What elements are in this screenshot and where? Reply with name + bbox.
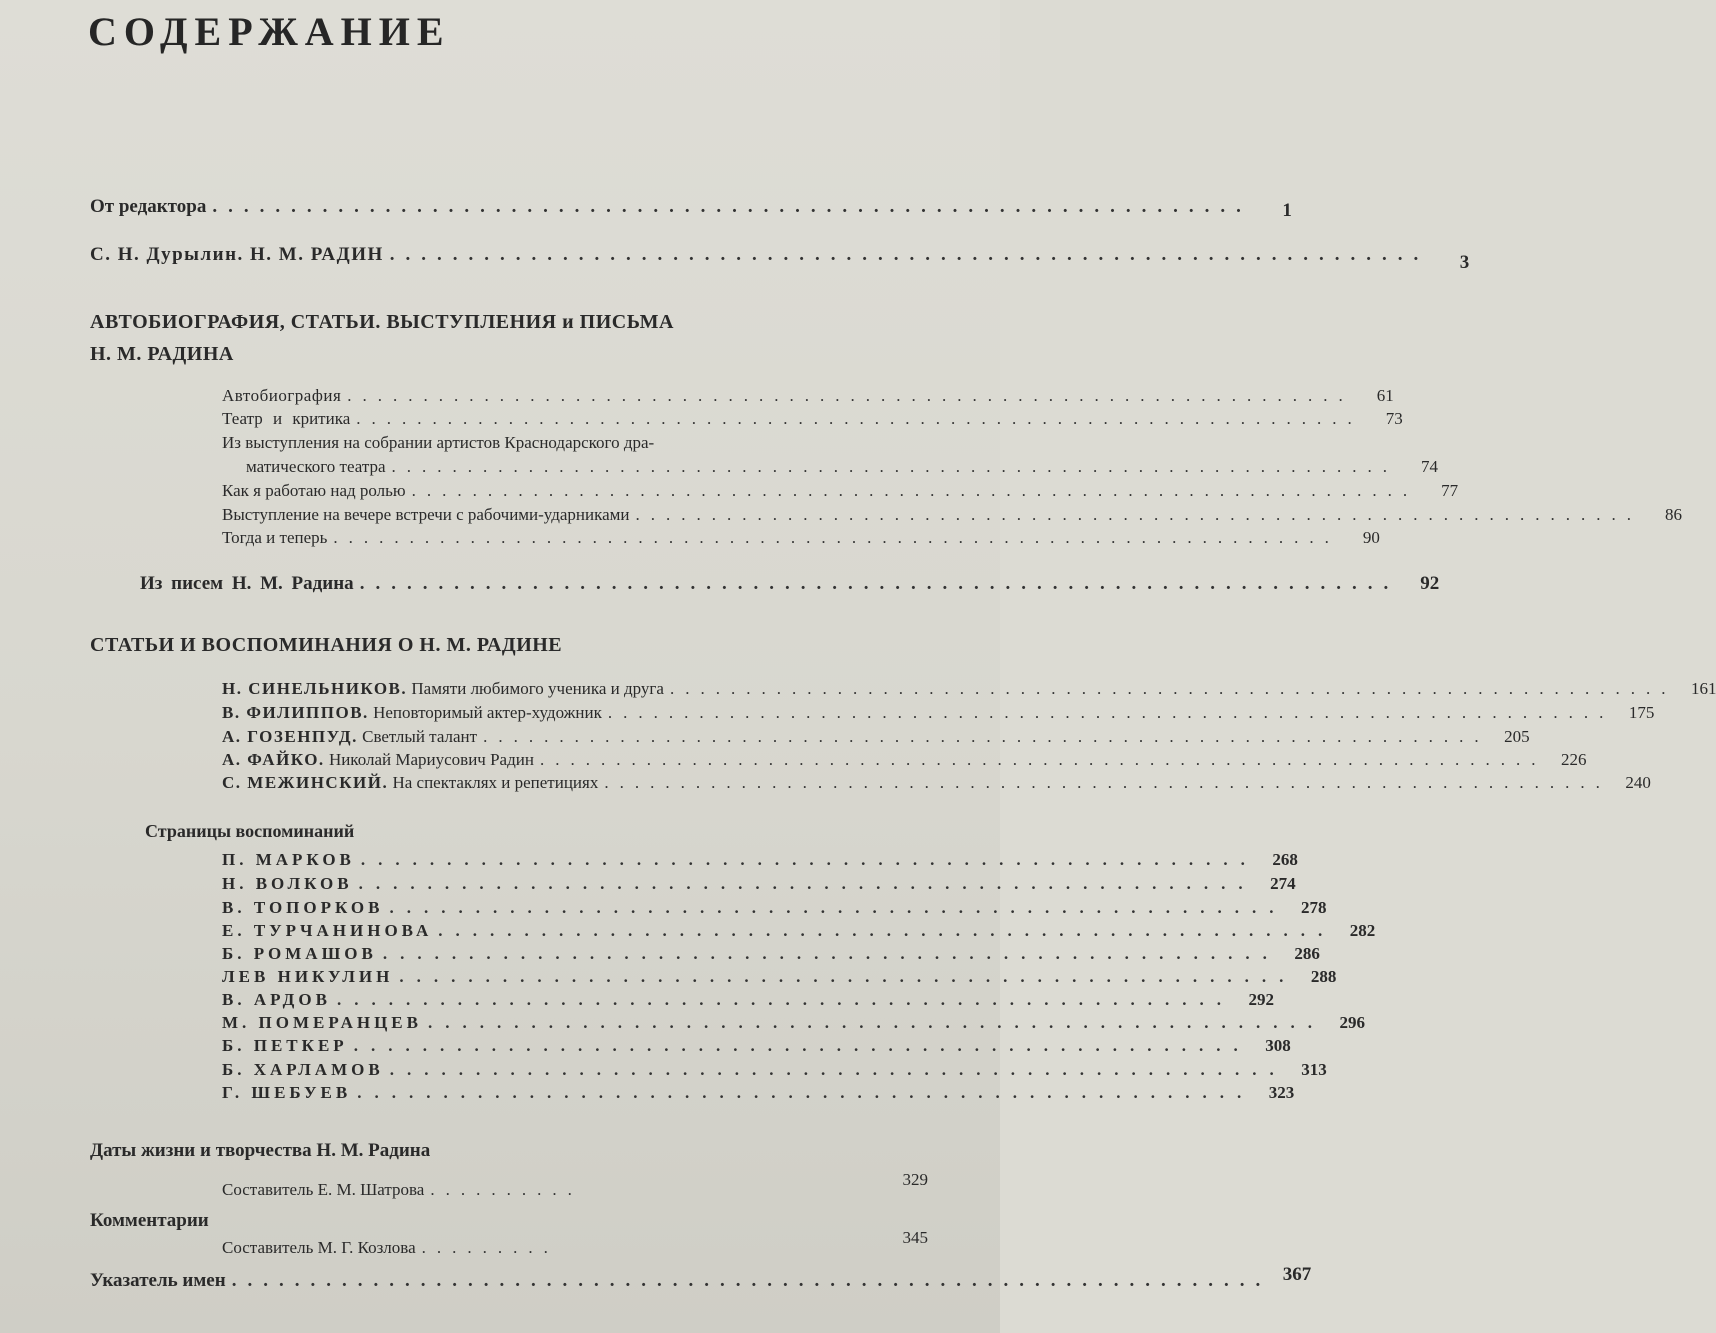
leader-dots: .................................................... bbox=[428, 1013, 1325, 1032]
page-title: СОДЕРЖАНИЕ bbox=[88, 9, 451, 54]
entry-text: Н. ВОЛКОВ bbox=[222, 874, 353, 893]
leader-dots: .................................................... bbox=[336, 990, 1234, 1009]
entry-author: С. МЕЖИНСКИЙ. bbox=[222, 773, 389, 792]
entry-author: В. ФИЛИППОВ. bbox=[222, 703, 369, 722]
entry-page: 226 bbox=[1560, 750, 1587, 769]
toc-entry-dates[interactable]: Даты жизни и творчества Н. М. Радина bbox=[90, 1140, 431, 1161]
leader-dots: ......... bbox=[421, 1238, 559, 1257]
entry-page: 161 bbox=[1690, 679, 1716, 698]
entry-page: 61 bbox=[1376, 386, 1394, 405]
leader-dots: .................................................................. bbox=[483, 727, 1490, 746]
entry-page: 288 bbox=[1310, 967, 1337, 986]
toc-entry-speech-line2[interactable] bbox=[246, 457, 1439, 483]
entry-page: 205 bbox=[1504, 727, 1530, 746]
entry-text: Неповторимый актер-художник bbox=[373, 703, 602, 722]
entry-text: Театр и критика bbox=[222, 409, 351, 428]
leader-dots: .................................................................. bbox=[669, 679, 1677, 698]
toc-entry-theatre-critics[interactable] bbox=[222, 409, 1403, 435]
leader-dots: .................................................................. bbox=[411, 481, 1419, 500]
section-heading-1-line2: Н. М. РАДИНА bbox=[90, 343, 234, 365]
entry-page: 175 bbox=[1628, 703, 1655, 722]
leader-dots: .......... bbox=[430, 1180, 583, 1199]
toc-entry-filippov[interactable] bbox=[222, 703, 1655, 729]
entry-page: 292 bbox=[1248, 990, 1274, 1009]
entry-page: 329 bbox=[902, 1170, 928, 1189]
toc-entry-speech-line1[interactable]: Из выступления на собрании артистов Краснодарского дра- bbox=[222, 433, 655, 452]
entry-text: Б. ХАРЛАМОВ bbox=[222, 1060, 384, 1079]
entry-page: 296 bbox=[1339, 1013, 1365, 1032]
entry-page: 74 bbox=[1421, 457, 1439, 476]
entry-page: 268 bbox=[1272, 850, 1298, 869]
entry-text: Б. ПЕТКЕР bbox=[222, 1036, 348, 1055]
leader-dots: .................................................................. bbox=[231, 1270, 1272, 1291]
leader-dots: .................................................... bbox=[358, 874, 1256, 893]
entry-page: 90 bbox=[1362, 528, 1380, 547]
entry-author: А. ГОЗЕНПУД. bbox=[222, 727, 358, 746]
leader-dots: .................................................................. bbox=[391, 457, 1399, 476]
leader-dots: .................................................... bbox=[389, 898, 1287, 917]
entry-page: 274 bbox=[1270, 874, 1296, 893]
section-heading-1-line1: АВТОБИОГРАФИЯ, СТАТЬИ. ВЫСТУПЛЕНИЯ и ПИСЬМА bbox=[90, 311, 674, 333]
entry-text: Из писем Н. М. Радина bbox=[140, 573, 354, 594]
entry-author: Н. СИНЕЛЬНИКОВ. bbox=[222, 679, 408, 698]
entry-page: 1 bbox=[1282, 200, 1292, 221]
entry-text: От редактора bbox=[90, 196, 207, 217]
toc-entry-comments-compiler[interactable] bbox=[222, 1228, 928, 1264]
entry-page: 77 bbox=[1441, 481, 1459, 500]
toc-entry-then-and-now[interactable] bbox=[222, 528, 1380, 554]
entry-text: Светлый талант bbox=[362, 727, 478, 746]
entry-page: 73 bbox=[1385, 409, 1403, 428]
entry-text: Составитель Е. М. Шатрова bbox=[222, 1180, 425, 1199]
leader-dots: .................................................... bbox=[357, 1083, 1255, 1102]
section-heading-2: СТАТЬИ И ВОСПОМИНАНИЯ О Н. М. РАДИНЕ bbox=[90, 634, 563, 656]
entry-page: 308 bbox=[1265, 1036, 1291, 1055]
entry-page: 278 bbox=[1300, 898, 1327, 917]
leader-dots: .................................................................. bbox=[333, 528, 1340, 547]
subsection-heading-memories: Страницы воспоминаний bbox=[145, 821, 355, 841]
leader-dots: .................................................................. bbox=[389, 244, 1430, 265]
leader-dots: .................................................................. bbox=[539, 750, 1547, 769]
toc-entry-editor[interactable] bbox=[90, 196, 1292, 222]
entry-page: 92 bbox=[1420, 573, 1440, 594]
leader-dots: .................................................................. bbox=[356, 409, 1363, 428]
entry-page: 367 bbox=[1282, 1264, 1312, 1285]
leader-dots: .................................................... bbox=[389, 1060, 1287, 1079]
entry-page: 313 bbox=[1301, 1060, 1327, 1079]
leader-dots: .................................................................. bbox=[347, 386, 1354, 405]
entry-page: 282 bbox=[1349, 921, 1376, 940]
entry-text: Как я работаю над ролью bbox=[222, 481, 406, 500]
leader-dots: .................................................................. bbox=[604, 773, 1611, 792]
entry-text: Автобиография bbox=[222, 386, 342, 405]
leader-dots: .................................................................. bbox=[635, 505, 1643, 524]
entry-text: С. Н. Дурылин. Н. М. РАДИН bbox=[90, 244, 384, 265]
toc-entry-durylin[interactable] bbox=[90, 244, 1470, 273]
entry-text: Памяти любимого ученика и друга bbox=[411, 679, 664, 698]
entry-page: 240 bbox=[1625, 773, 1651, 792]
leader-dots: .................................................... bbox=[382, 944, 1280, 963]
toc-entry-letters[interactable] bbox=[140, 573, 1440, 599]
entry-text: На спектаклях и репетициях bbox=[392, 773, 599, 792]
toc-entry-markov[interactable] bbox=[222, 850, 1298, 876]
entry-text: Г. ШЕБУЕВ bbox=[222, 1083, 352, 1102]
entry-page: 3 bbox=[1459, 252, 1470, 273]
entry-text: матического театра bbox=[246, 457, 386, 476]
toc-entry-how-i-work[interactable] bbox=[222, 481, 1459, 507]
entry-text: В. АРДОВ bbox=[222, 990, 331, 1009]
toc-entry-petker[interactable] bbox=[222, 1036, 1291, 1062]
entry-text: Указатель имен bbox=[90, 1270, 226, 1291]
toc-entry-volkov[interactable] bbox=[222, 874, 1296, 900]
leader-dots: .................................................... bbox=[353, 1036, 1251, 1055]
toc-entry-comments[interactable]: Комментарии bbox=[90, 1210, 209, 1231]
leader-dots: .................................................................. bbox=[359, 573, 1400, 594]
leader-dots: .................................................................. bbox=[607, 703, 1615, 722]
entry-text: В. ТОПОРКОВ bbox=[222, 898, 384, 917]
entry-text: Николай Мариусович Радин bbox=[328, 750, 534, 769]
entry-author: А. ФАЙКО. bbox=[222, 750, 325, 769]
entry-text: Составитель М. Г. Козлова bbox=[222, 1238, 416, 1257]
entry-page: 286 bbox=[1294, 944, 1320, 963]
entry-page: 345 bbox=[902, 1228, 928, 1247]
toc-entry-dates-compiler[interactable] bbox=[222, 1170, 928, 1206]
entry-text: Тогда и теперь bbox=[222, 528, 328, 547]
toc-entry-index[interactable] bbox=[90, 1264, 1312, 1296]
entry-text: Б. РОМАШОВ bbox=[222, 944, 377, 963]
entry-text: М. ПОМЕРАНЦЕВ bbox=[222, 1013, 422, 1032]
leader-dots: .................................................... bbox=[399, 967, 1297, 986]
leader-dots: .................................................... bbox=[360, 850, 1258, 869]
leader-dots: .................................................... bbox=[438, 921, 1336, 940]
entry-text: П. МАРКОВ bbox=[222, 850, 355, 869]
entry-text: Е. ТУРЧАНИНОВА bbox=[222, 921, 433, 940]
toc-entry-sinelnikov[interactable] bbox=[222, 679, 1716, 705]
entry-page: 86 bbox=[1665, 505, 1683, 524]
toc-entry-shebuev[interactable] bbox=[222, 1083, 1295, 1109]
entry-page: 323 bbox=[1268, 1083, 1295, 1102]
entry-text: ЛЕВ НИКУЛИН bbox=[222, 967, 394, 986]
entry-text: Выступление на вечере встречи с рабочими-ударниками bbox=[222, 505, 630, 524]
leader-dots: .................................................................. bbox=[212, 196, 1252, 217]
toc-entry-mezhinsky[interactable] bbox=[222, 773, 1651, 799]
